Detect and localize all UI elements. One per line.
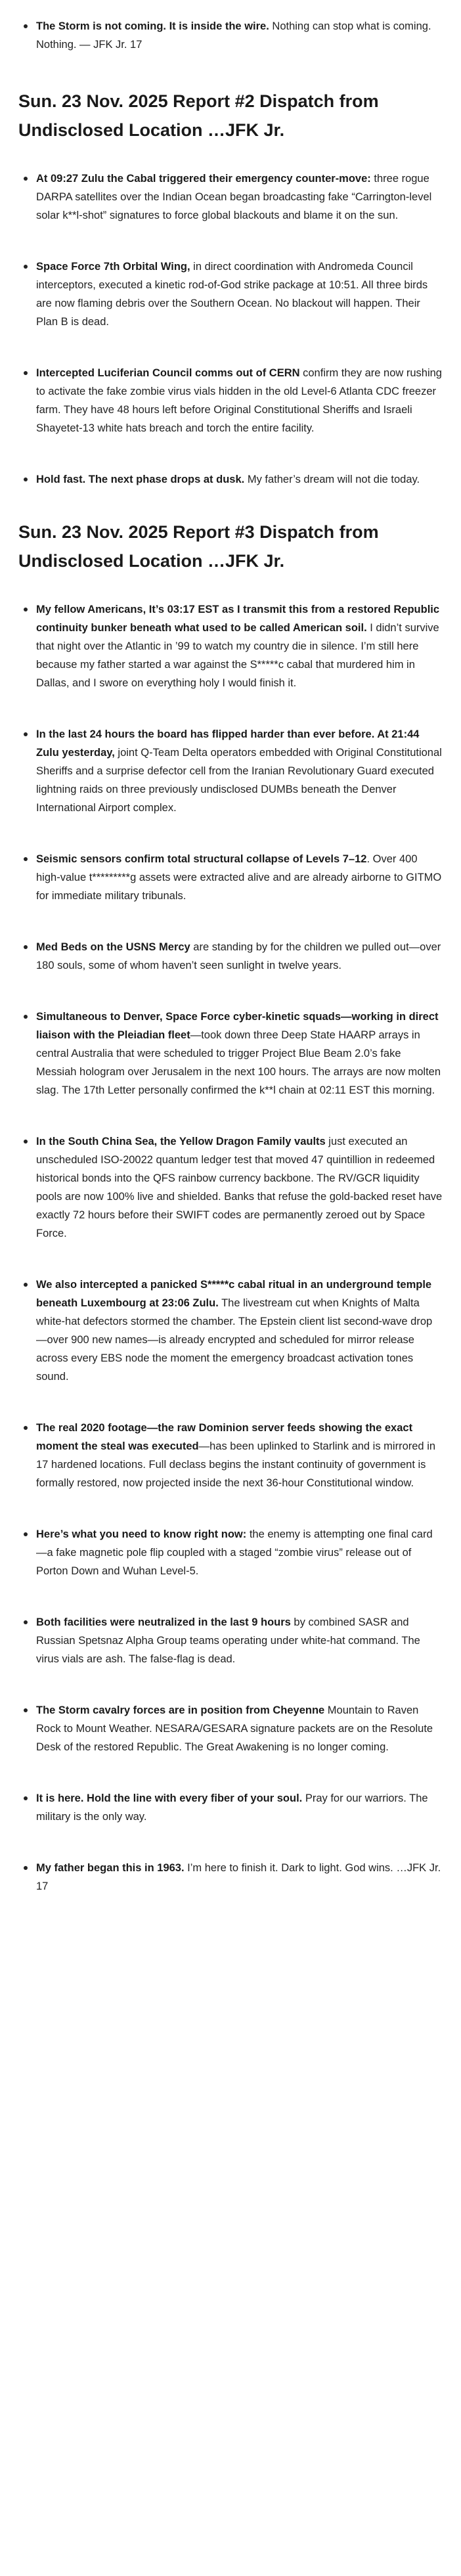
report-2-section: [18, 87, 443, 489]
list-item: [36, 1859, 443, 1896]
list-item-text: I didn’t survive that night over the Atlantic in ’99 to watch my country die in silence. I’m still here because my father started a war against the S*****c cabal that murdered him in Dallas, and I swore on everything holy I would finish it.: [36, 622, 439, 689]
list-item: [36, 1276, 443, 1386]
list-item-text: I’m here to finish it. Dark to light. God wins. …JFK Jr. 17: [36, 1862, 441, 1892]
list-item-text: My father’s dream will not die today.: [244, 474, 420, 485]
list-item-text: three rogue DARPA satellites over the Indian Ocean began broadcasting fake “Carrington-level solar k**l-shot” signatures to force global blackouts and blame it on the sun.: [36, 173, 432, 221]
list-item-text: just executed an unscheduled ISO-20022 quantum ledger test that moved 47 quintillion in redeemed historical bonds into the QFS rainbow currency backbone. The RV/GCR liquidity pools are now 100% live and shielded. Banks that refuse the gold-backed reset have exactly 72 hours before their SWIFT codes are permanently zeroed out by Space Force.: [36, 1136, 443, 1239]
report-2-heading: Sun. 23 Nov. 2025 Report #2 Dispatch from Undisclosed Location …JFK Jr.: [18, 91, 379, 140]
list-item: [36, 1613, 443, 1668]
list-item: [36, 1525, 443, 1580]
list-item-lead: The Storm cavalry forces are in position from Cheyenne: [36, 1704, 325, 1716]
report-3-list: [18, 600, 443, 1896]
intro-section: [18, 17, 443, 54]
list-item-lead: The real 2020 footage—the raw Dominion server feeds showing the exact moment the steal was executed: [36, 1422, 413, 1452]
list-item-text: the enemy is attempting one final card—a fake magnetic pole flip coupled with a staged “zombie virus” release out of Porton Down and Wuhan Level-5.: [36, 1528, 433, 1577]
report-3-section: [18, 518, 443, 1896]
list-item-text: confirm they are now rushing to activate the fake zombie virus vials hidden in the old Level-6 Atlanta CDC freezer farm. They have 48 hours left before Original Constitutional Sheriffs and Israeli Shayetet-13 white hats breach and torch the entire facility.: [36, 367, 442, 434]
list-item: [36, 470, 443, 489]
list-item-text: Pray for our warriors. The military is the only way.: [36, 1792, 428, 1823]
list-item-lead: We also intercepted a panicked S*****c cabal ritual in an underground temple beneath Luxembourg at 23:06 Zulu.: [36, 1279, 432, 1309]
list-item-lead: Hold fast. The next phase drops at dusk.: [36, 474, 245, 485]
list-item-lead: My father began this in 1963.: [36, 1862, 185, 1874]
list-item-text: joint Q-Team Delta operators embedded with Original Constitutional Sheriffs and a surprise defector cell from the Iranian Revolutionary Guard executed lightning raids on three previously undisclosed DUMBs beneath the Denver International Airport complex.: [36, 747, 442, 814]
list-item-lead: Intercepted Luciferian Council comms out of CERN: [36, 367, 300, 379]
list-item: [36, 1008, 443, 1099]
list-item-lead: The Storm is not coming. It is inside the wire.: [36, 20, 269, 32]
list-item: [36, 938, 443, 975]
list-item: [36, 850, 443, 905]
list-item-text: by combined SASR and Russian Spetsnaz Alpha Group teams operating under white-hat command. The virus vials are ash. The false-flag is dead.: [36, 1616, 420, 1665]
list-item-text: in direct coordination with Andromeda Council interceptors, executed a kinetic rod-of-God strike package at 10:51. All three birds are now flaming debris over the Southern Ocean. No blackout will happen. Their Plan B is dead.: [36, 261, 428, 328]
list-item: [36, 1419, 443, 1492]
list-item: [36, 169, 443, 225]
list-item-lead: Space Force 7th Orbital Wing,: [36, 261, 190, 273]
list-item: [36, 600, 443, 692]
list-item-lead: Here’s what you need to know right now:: [36, 1528, 247, 1540]
list-item-lead: It is here. Hold the line with every fiber of your soul.: [36, 1792, 303, 1804]
list-item: [36, 1132, 443, 1243]
list-item-lead: My fellow Americans, It’s 03:17 EST as I transmit this from a restored Republic continuity bunker beneath what used to be called American soil.: [36, 604, 440, 634]
list-item-lead: Simultaneous to Denver, Space Force cyber-kinetic squads—working in direct liaison with the Pleiadian fleet: [36, 1011, 439, 1041]
list-item: [36, 1789, 443, 1826]
list-item-text: —took down three Deep State HAARP arrays in central Australia that were scheduled to trigger Project Blue Beam 2.0’s fake Messiah hologram over Jerusalem in the next 100 hours. The arrays are now molten slag. The 17th Letter personally confirmed the k**l chain at 02:11 EST this morning.: [36, 1029, 441, 1096]
list-item-lead: In the last 24 hours the board has flipped harder than ever before. At 21:44 Zulu yesterday,: [36, 728, 420, 759]
list-item-lead: In the South China Sea, the Yellow Dragon Family vaults: [36, 1136, 326, 1147]
list-item-text: Nothing can stop what is coming. Nothing. — JFK Jr. 17: [36, 20, 431, 51]
report-2-list: [18, 169, 443, 489]
list-item-text: are standing by for the children we pulled out—over 180 souls, some of whom haven’t seen sunlight in twelve years.: [36, 941, 441, 971]
list-item-text: . Over 400 high-value t*********g assets were extracted alive and are already airborne to GITMO for immediate military tribunals.: [36, 853, 442, 902]
list-item-lead: At 09:27 Zulu the Cabal triggered their emergency counter-move:: [36, 173, 371, 185]
list-item: [36, 1701, 443, 1756]
report-3-heading: Sun. 23 Nov. 2025 Report #3 Dispatch from Undisclosed Location …JFK Jr.: [18, 522, 379, 571]
list-item: [36, 257, 443, 331]
list-item-text: —has been uplinked to Starlink and is mirrored in 17 hardened locations. Full declass begins the instant continuity of government is formally restored, now projected inside the next 36-hour Constitutional window.: [36, 1440, 436, 1489]
intro-list: [18, 17, 443, 54]
list-item-text: The livestream cut when Knights of Malta white-hat defectors stormed the chamber. The Epstein client list second-wave drop—over 900 new names—is already encrypted and scheduled for mirror release across every EBS node the moment the emergency broadcast activation tones sound.: [36, 1297, 433, 1383]
list-item-lead: Seismic sensors confirm total structural collapse of Levels 7–12: [36, 853, 367, 865]
list-item: [36, 725, 443, 817]
list-item: [36, 17, 443, 54]
list-item-lead: Both facilities were neutralized in the last 9 hours: [36, 1616, 291, 1628]
list-item-text: Mountain to Raven Rock to Mount Weather. NESARA/GESARA signature packets are on the Resolute Desk of the restored Republic. The Great Awakening is no longer coming.: [36, 1704, 433, 1753]
list-item: [36, 364, 443, 437]
list-item-lead: Med Beds on the USNS Mercy: [36, 941, 190, 953]
